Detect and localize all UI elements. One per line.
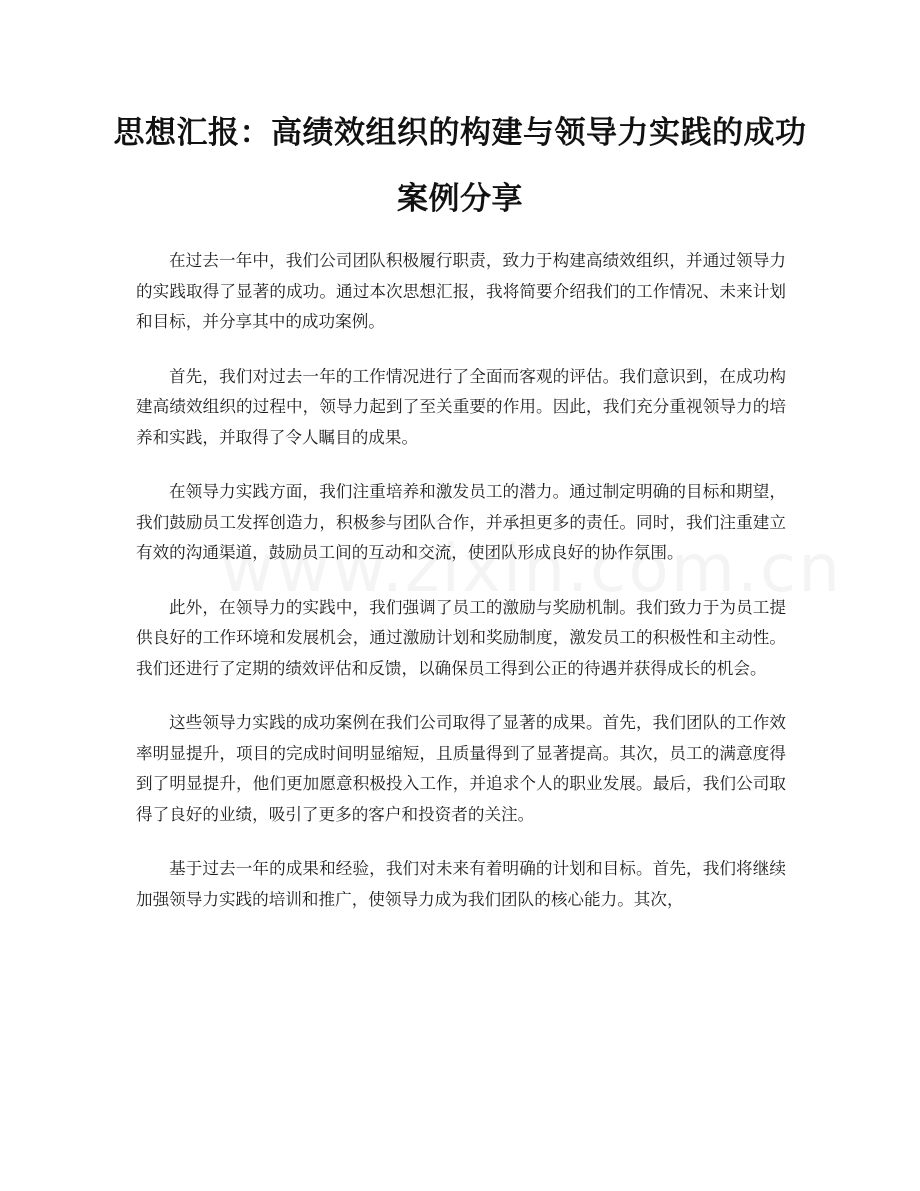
paragraph-2: 首先，我们对过去一年的工作情况进行了全面而客观的评估。我们意识到，在成功构建高绩效组织的过程中，领导力起到了至关重要的作用。因此，我们充分重视领导力的培养和实践，并取得了令人瞩目的成果。: [136, 366, 786, 447]
paragraph-1: 在过去一年中，我们公司团队积极履行职责，致力于构建高绩效组织，并通过领导力的实践取得了显著的成功。通过本次思想汇报，我将简要介绍我们的工作情况、未来计划和目标，并分享其中的成功案例。: [136, 251, 786, 331]
document-body: [136, 246, 786, 939]
paragraph-6: 基于过去一年的成果和经验，我们对未来有着明确的计划和目标。首先，我们将继续加强领导力实践的培训和推广，使领导力成为我们团队的核心能力。其次，: [136, 859, 786, 909]
document-title: 思想汇报：高绩效组织的构建与领导力实践的成功案例分享: [113, 115, 807, 217]
paragraph-3: 在领导力实践方面，我们注重培养和激发员工的潜力。通过制定明确的目标和期望，我们鼓励员工发挥创造力，积极参与团队合作，并承担更多的责任。同时，我们注重建立有效的沟通渠道，鼓励员工间的互动和交流，使团队形成良好的协作氛围。: [136, 482, 786, 562]
paragraph-5: 这些领导力实践的成功案例在我们公司取得了显著的成果。首先，我们团队的工作效率明显提升，项目的完成时间明显缩短，且质量得到了显著提高。其次，员工的满意度得到了明显提升，他们更加愿意积极投入工作，并追求个人的职业发展。最后，我们公司取得了良好的业绩，吸引了更多的客户和投资者的关注。: [136, 713, 786, 824]
paragraph-4: 此外，在领导力的实践中，我们强调了员工的激励与奖励机制。我们致力于为员工提供良好的工作环境和发展机会，通过激励计划和奖励制度，激发员工的积极性和主动性。我们还进行了定期的绩效评估和反馈，以确保员工得到公正的待遇并获得成长的机会。: [136, 597, 786, 678]
